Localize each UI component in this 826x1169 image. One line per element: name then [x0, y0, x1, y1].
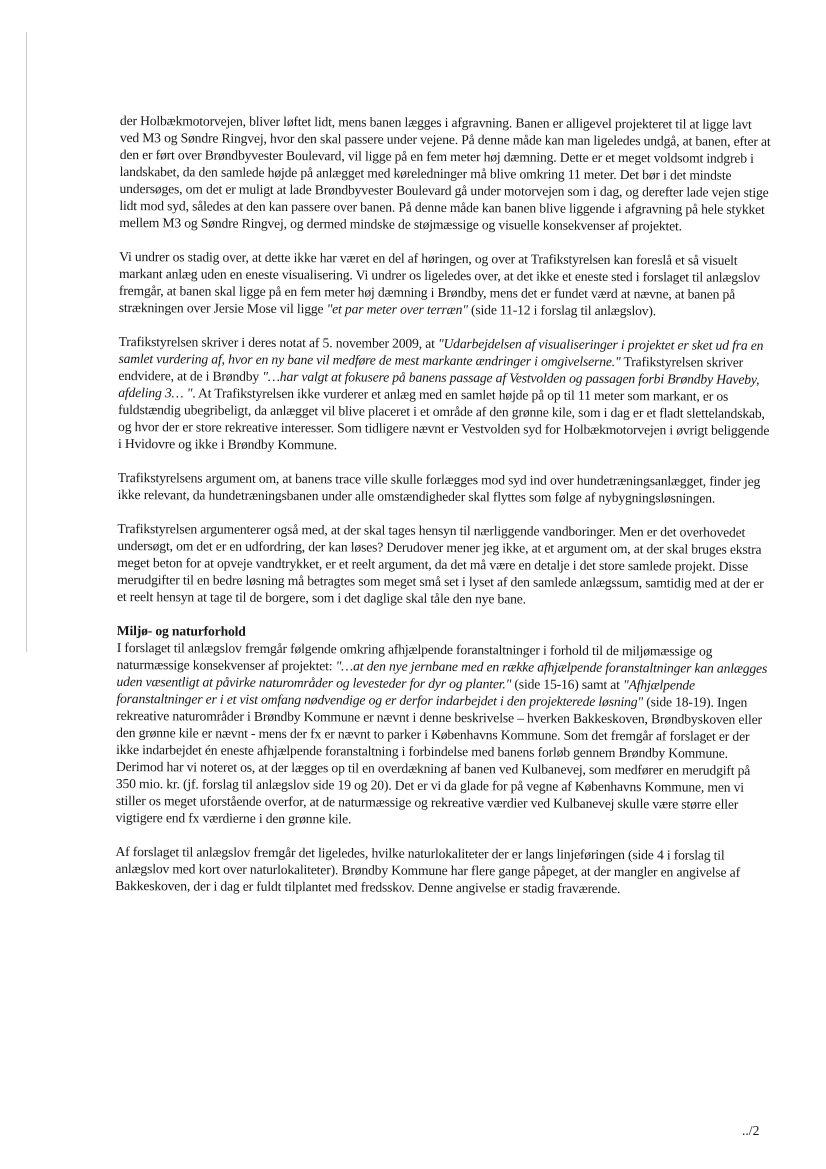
- paragraph-6: [116, 639, 769, 830]
- paragraph-2-quote: "et par meter over terræn": [326, 301, 468, 318]
- paragraph-3-quote-2: "…har valgt at fokusere på banens passage af Vestvolden og passagen forbi Brøndby Haveby, afdeling 3… ": [118, 368, 760, 401]
- page-number: ../2: [742, 1123, 760, 1138]
- paragraph-6-quote-1: "…at den nye jernbane med en række afhjælpende foranstaltninger kan anlægges uden væsentligt at påvirke naturområder og levesteder for dyr og planter.": [116, 658, 768, 692]
- paragraph-3-text-c: . At Trafikstyrelsen ikke vurderer et anlæg med en samlet højde på op til 11 meter som markant, er os fuldstændig ubegribeligt, da anlægget vil blive placeret i et område af den grønne kile, som i dag er et fladt slettelandskab, og hvor der er store rekreative interesser. Som tidligere nævnt er Vestvolden syd for Holbækmotorvejen i øvrigt beliggende i Hvidovre og ikke i Brøndby Kommune.: [117, 385, 770, 453]
- paragraph-3: [118, 333, 771, 456]
- paragraph-3-text-b: Trafikstyrelsen skriver endvidere, at de i Brøndby: [118, 354, 744, 384]
- paragraph-4: Trafikstyrelsens argument om, at banens trace ville skulle forlægges mod syd ind over hundetræningsanlægget, finder jeg ikke relevant, da hundetræningsbanen under alle omstændigheder skal flyttes som følge af nybygningsløsningen.: [117, 469, 761, 506]
- paragraph-3-text-a: Trafikstyrelsen skriver i deres notat af 5. november 2009, at: [118, 333, 439, 351]
- paragraph-2-text-a: Vi undrer os stadig over, at dette ikke har været en del af høringen, og over at Trafikstyrelsen kan foreslå et så visuelt markant anlæg uden en eneste visualisering. Vi undrer os ligeledes over, at det ikke et eneste sted i forslaget til anlægslov fremgår, at banen skal ligge på en fem meter høj dæmning i Brøndby, mens det er fundet værd at nævne, at banen på strækningen over Jersie Mose vil ligge: [118, 248, 761, 317]
- paragraph-2-text-b: (side 11-12 i forslag til anlægslov).: [467, 302, 657, 319]
- paragraph-5: Trafikstyrelsen argumenterer også med, at der skal tages hensyn til nærliggende vandboringer. Men er det overhovedet undersøgt, om det er en udfordring, der kan løses? Derudover mener jeg ikke, at et argument om, at der skal bruges ekstra meget beton for at opveje vandtrykket, er et reelt argument, da det må være en detalje i det store samlede projekt. Disse merudgifter til en bedre løsning må betragtes som meget små set i lyset af den samlede anlægssum, samtidig med at der er et reelt hensyn at tage til de borgere, som i det daglige skal tåle den nye bane.: [116, 520, 764, 607]
- paragraph-7: Af forslaget til anlægslov fremgår det ligeledes, hvilke naturlokaliteter der er langs linjeføringen (side 4 i forslag til anlægslov med kort over naturlokaliteter). Brøndby Kommune har flere gange påpeget, at der mangler en angivelse af Bakkeskoven, der i dag er fuldt tilplantet med fredsskov. Denne angivelse er stadig fraværende.: [115, 843, 741, 897]
- paragraph-6-quote-2: "Afhjælpende foranstaltninger er i et vist omfang nødvendige og er derfor indarbejdet i den projekterede løsning": [116, 677, 695, 710]
- paragraph-1: der Holbækmotorvejen, bliver løftet lidt, mens banen lægges i afgravning. Banen er alligevel projekteret til at ligge lavt ved M3 og Søndre Ringvej, hvor den skal passere under vejene. På denne måde kan man ligeledes undgå, at banen, efter at den er ført over Brøndbyvester Boulevard, vil ligge på en fem meter høj dæmning. Dette er et meget voldsomt indgreb i landskabet, da den samlede højde på anlægget med køreledninger må blive omkring 11 meter. Det bør i det mindste undersøges, om det er muligt at lade Brøndbyvester Boulevard gå under motorvejen som i dag, og derefter lade vejen stige lidt mod syd, således at den kan passere over banen. På denne måde kan banen blive liggende i afgravning på hele stykket mellem M3 og Søndre Ringvej, og dermed mindske de støjmæssige og visuelle konsekvenser af projektet.: [119, 112, 771, 234]
- paragraph-6-text-b: (side 15-16) samt at: [511, 676, 624, 693]
- paragraph-6-text-a: I forslaget til anlægslov fremgår følgende omkring afhjælpende foranstaltninger i forhold til de miljømæssige og naturmæssige konsekvenser af projektet:: [116, 639, 713, 674]
- section-heading: Miljø- og naturforhold: [116, 622, 246, 639]
- scan-edge-line: [26, 32, 27, 652]
- paragraph-6-text-c: (side 18-19). Ingen rekreative naturområder i Brøndby Kommune er nævnt i denne beskrivelse – hverken Bakkeskoven, Brøndbyskoven eller den grønne kile er nævnt - mens der fx er nævnt to parker i Københavns Kommune. Som det fremgår af forslaget er der ikke indarbejdet én eneste afhjælpende foranstaltning i forbindelse med banens forløb gennem Brøndby Kommune. Derimod har vi noteret os, at der lægges op til en overdækning af banen ved Kulbanevej, som medfører en merudgift på 350 mio. kr. (jf. forslag til anlægslov side 19 og 20). Det er vi da glade for på vegne af Københavns Kommune, men vi stiller os meget uforstående overfor, at de naturmæssige og rekreative værdier ved Kulbanevej skulle være større eller vigtigere end fx værdierne i den grønne kile.: [115, 694, 762, 827]
- paragraph-3-quote-1: "Udarbejdelsen af visualiseringer i projektet er sket ud fra en samlet vurdering af, hvor en ny bane vil medføre de mest markante ændringer i omgivelserne.": [118, 335, 764, 370]
- paragraph-2: [119, 248, 771, 320]
- document-page: [115, 112, 772, 898]
